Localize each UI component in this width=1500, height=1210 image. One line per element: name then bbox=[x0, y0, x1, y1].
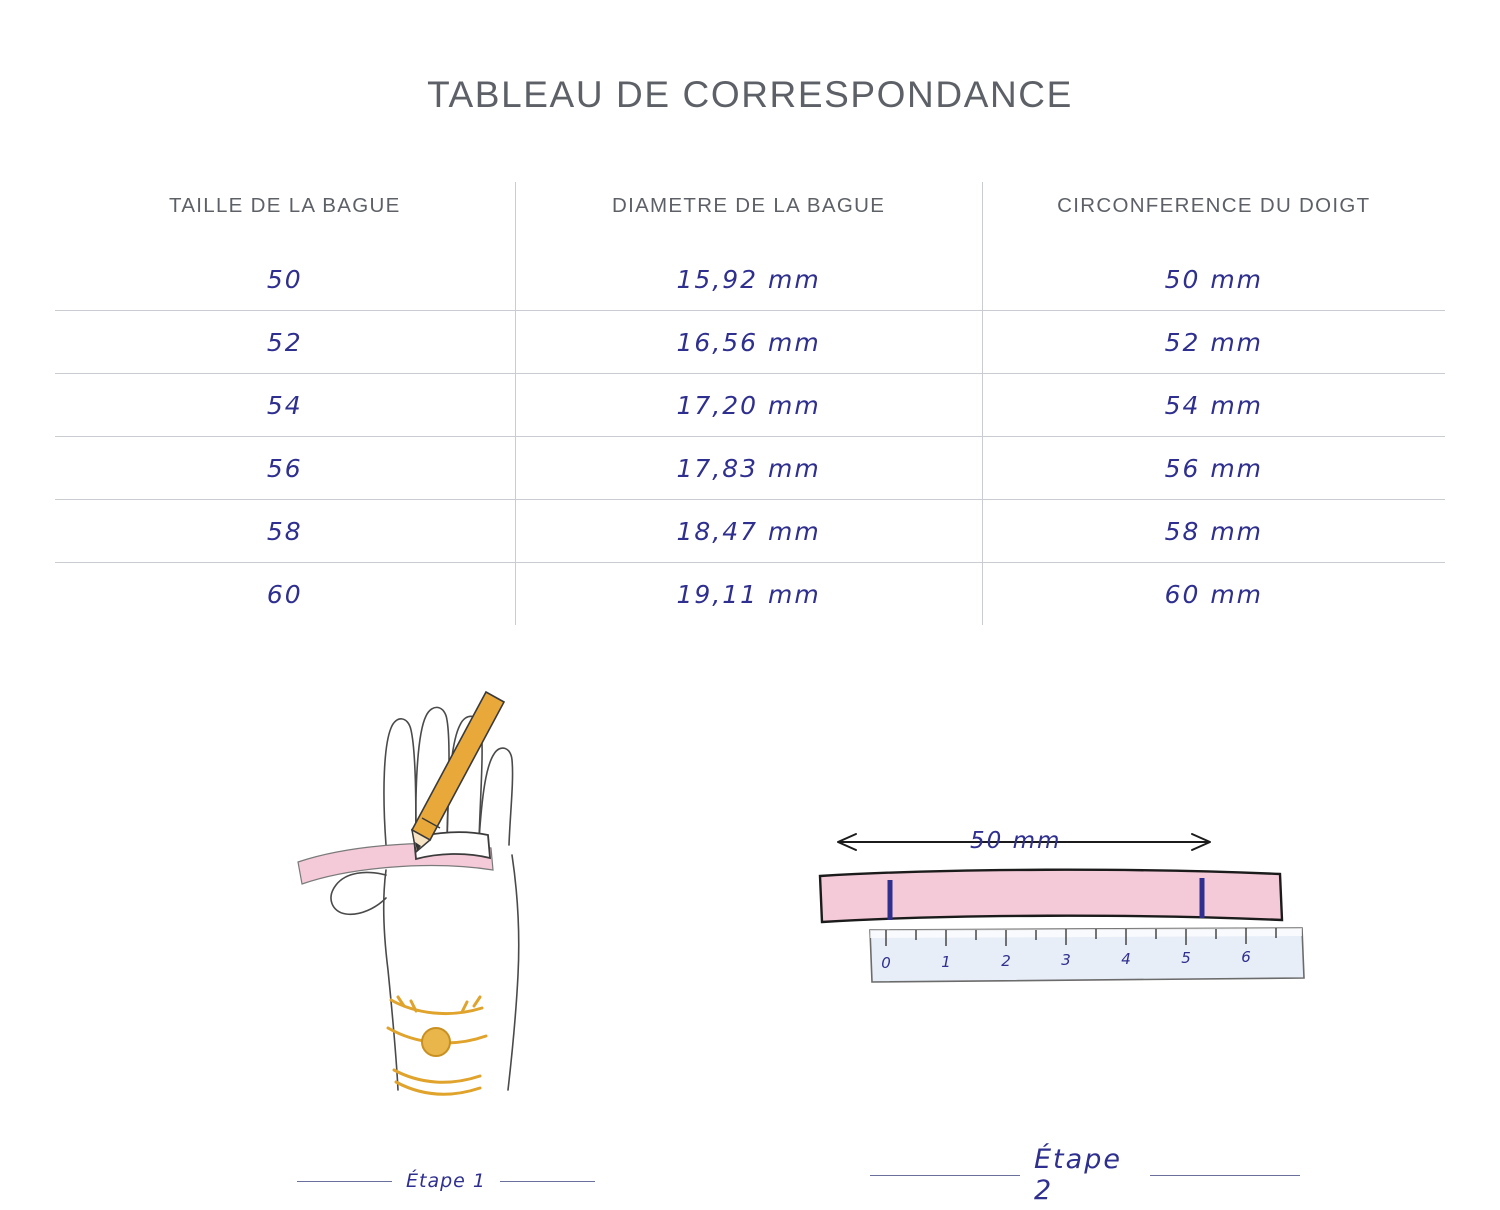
cell-ring-size: 60 bbox=[55, 563, 515, 626]
cell-finger-circumference: 58 mm bbox=[982, 500, 1445, 563]
step-2-illustration bbox=[810, 810, 1330, 1210]
cell-ring-size: 56 bbox=[55, 437, 515, 500]
ruler-tick-label: 0 bbox=[881, 954, 891, 972]
ruler-tick-label: 2 bbox=[1001, 952, 1011, 970]
measure-length-label: 50 mm bbox=[970, 828, 1062, 854]
bracelets-decoration bbox=[388, 997, 486, 1094]
page-title: TABLEAU DE CORRESPONDANCE bbox=[427, 74, 1073, 115]
illustration-area bbox=[0, 670, 1500, 1206]
cell-ring-size: 50 bbox=[266, 265, 303, 294]
cell-ring-diameter: 15,92 mm bbox=[515, 248, 982, 311]
cell-ring-size: 58 bbox=[55, 500, 515, 563]
cell-finger-circumference: 56 mm bbox=[982, 437, 1445, 500]
cell-ring-diameter: 16,56 mm bbox=[515, 311, 982, 374]
table-header-row bbox=[55, 182, 1445, 248]
cell-finger-circumference: 50 mm bbox=[982, 248, 1445, 311]
table-row bbox=[55, 437, 1445, 500]
caption-rule-right bbox=[1150, 1175, 1300, 1176]
table-row bbox=[55, 563, 1445, 626]
cell-finger-circumference: 60 mm bbox=[982, 563, 1445, 626]
step-1-caption bbox=[276, 1170, 616, 1192]
column-header-finger-circumference: CIRCONFERENCE DU DOIGT bbox=[982, 182, 1445, 248]
step-1-illustration bbox=[236, 670, 656, 1200]
hand-with-strip-drawing bbox=[236, 670, 656, 1150]
step-1-caption-text: Étape 1 bbox=[406, 1170, 486, 1192]
cell-ring-diameter: 17,83 mm bbox=[515, 437, 982, 500]
cell-ring-size: 52 bbox=[55, 311, 515, 374]
caption-rule-right bbox=[500, 1181, 595, 1182]
cell-ring-diameter: 18,47 mm bbox=[515, 500, 982, 563]
table-row bbox=[55, 311, 1445, 374]
cell-ring-diameter: 17,20 mm bbox=[515, 374, 982, 437]
table-row bbox=[55, 500, 1445, 563]
caption-rule-left bbox=[870, 1175, 1020, 1176]
paper-strip bbox=[820, 870, 1282, 922]
step-2-caption-text: Étape 2 bbox=[1034, 1144, 1122, 1206]
cell-ring-size: 54 bbox=[55, 374, 515, 437]
ruler-tick-label: 5 bbox=[1181, 949, 1191, 967]
ruler-icon bbox=[870, 928, 1304, 982]
cell-finger-circumference: 54 mm bbox=[982, 374, 1445, 437]
ruler-and-strip-drawing bbox=[810, 810, 1330, 1060]
ring-size-table bbox=[55, 182, 1445, 625]
caption-rule-left bbox=[297, 1181, 392, 1182]
ruler-tick-label: 6 bbox=[1241, 948, 1251, 966]
table-row bbox=[55, 374, 1445, 437]
paper-strip bbox=[298, 832, 493, 884]
ruler-tick-label: 4 bbox=[1121, 950, 1131, 968]
step-2-caption bbox=[870, 1144, 1300, 1206]
ruler-tick-label: 3 bbox=[1061, 951, 1071, 969]
cell-ring-diameter: 19,11 mm bbox=[515, 563, 982, 626]
ruler-tick-label: 1 bbox=[941, 953, 951, 971]
table-row bbox=[55, 248, 1445, 311]
cell-finger-circumference: 52 mm bbox=[982, 311, 1445, 374]
column-header-ring-diameter: DIAMETRE DE LA BAGUE bbox=[515, 182, 982, 248]
column-header-ring-size: TAILLE DE LA BAGUE bbox=[169, 194, 401, 217]
